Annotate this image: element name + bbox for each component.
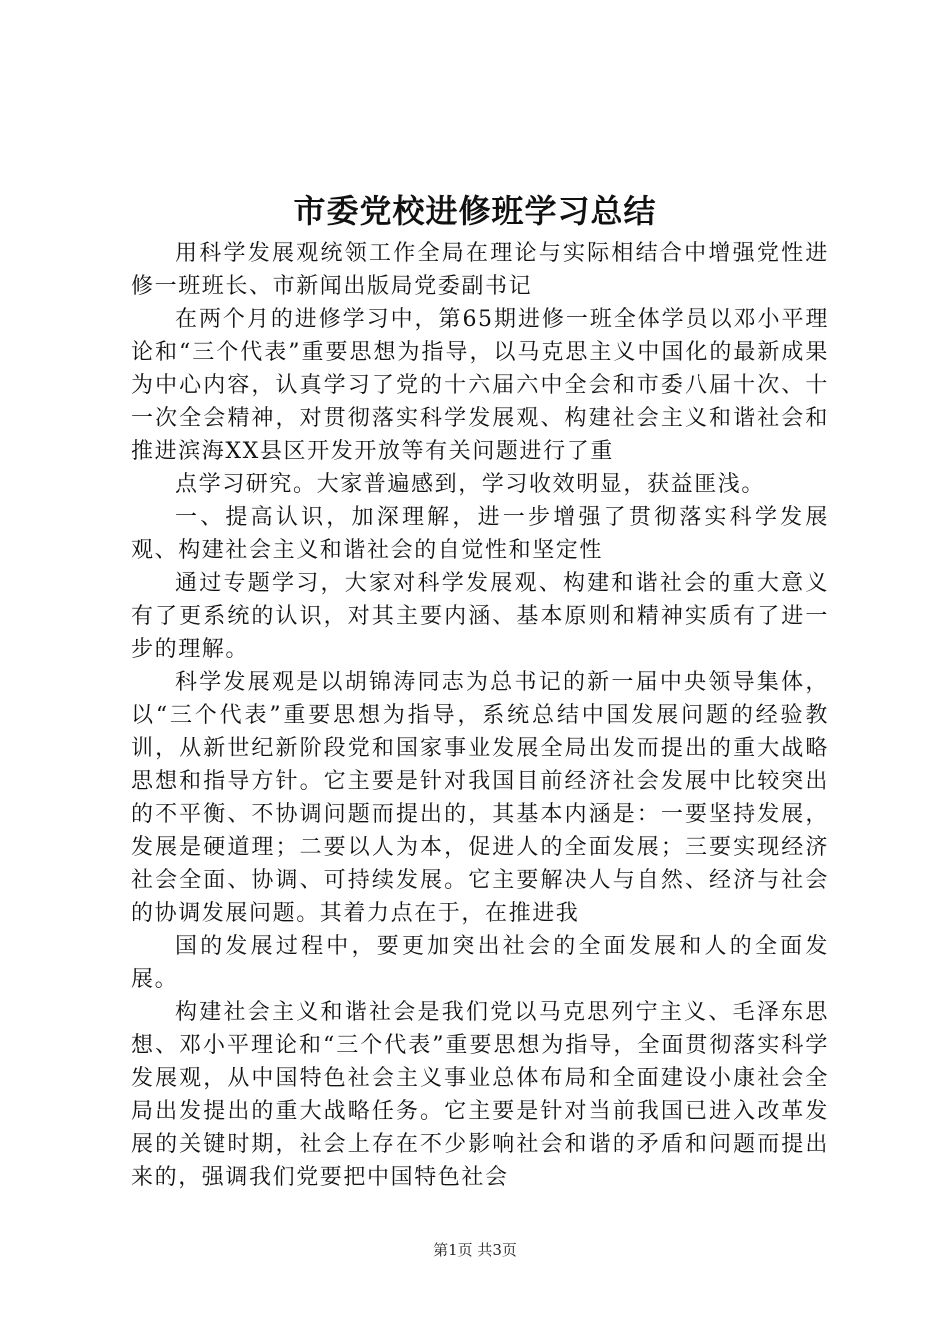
paragraph-intro-continued: 点学习研究。大家普遍感到，学习收效明显，获益匪浅。 xyxy=(175,472,766,497)
paragraph-scientific-development: 科学发展观是以胡锦涛同志为总书记的新一届中央领导集体，以“三个代表”重要思想为指导，系统总结中国发展问题的经验教训，从新世纪新阶段党和国家事业发展全局出发而提出的重大战略思想和指导方针。它主要是针对我国目前经济社会发展中比较突出的不平衡、不协调问题而提出的，其基本内涵是：一要坚持发展，发展是硬道理；二要以人为本，促进人的全面发展；三要实现经济社会全面、协调、可持续发展。它主要解决人与自然、经济与社会的协调发展问题。其着力点在于，在推进我 xyxy=(131,670,829,926)
paragraph-intro: 在两个月的进修学习中，第65期进修一班全体学员以邓小平理论和“三个代表”重要思想为指导，以马克思主义中国化的最新成果为中心内容，认真学习了党的十六届六中全会和市委八届十次、十一次全会精神，对贯彻落实科学发展观、构建社会主义和谐社会和推进滨海XX县区开发开放等有关问题进行了重 xyxy=(131,307,829,464)
paragraph-scientific-development-continued: 国的发展过程中，要更加突出社会的全面发展和人的全面发展。 xyxy=(131,934,829,992)
document-title: 市委党校进修班学习总结 xyxy=(293,192,657,230)
page-number-footer: 第1页 共3页 xyxy=(433,1241,517,1259)
document-body xyxy=(131,237,829,1194)
section-heading-one: 一、提高认识，加深理解，进一步增强了贯彻落实科学发展观、构建社会主义和谐社会的自觉性和坚定性 xyxy=(131,505,829,563)
paragraph-harmonious-society: 构建社会主义和谐社会是我们党以马克思列宁主义、毛泽东思想、邓小平理论和“三个代表”重要思想为指导，全面贯彻落实科学发展观，从中国特色社会主义事业总体布局和全面建设小康社会全局出发提出的重大战略任务。它主要是针对当前我国已进入改革发展的关键时期，社会上存在不少影响社会和谐的矛盾和问题而提出来的，强调我们党要把中国特色社会 xyxy=(131,1000,829,1190)
paragraph-study-results: 通过专题学习，大家对科学发展观、构建和谐社会的重大意义有了更系统的认识，对其主要内涵、基本原则和精神实质有了进一步的理解。 xyxy=(131,571,829,662)
paragraph-subtitle: 用科学发展观统领工作全局在理论与实际相结合中增强党性进修一班班长、市新闻出版局党委副书记 xyxy=(131,241,829,299)
